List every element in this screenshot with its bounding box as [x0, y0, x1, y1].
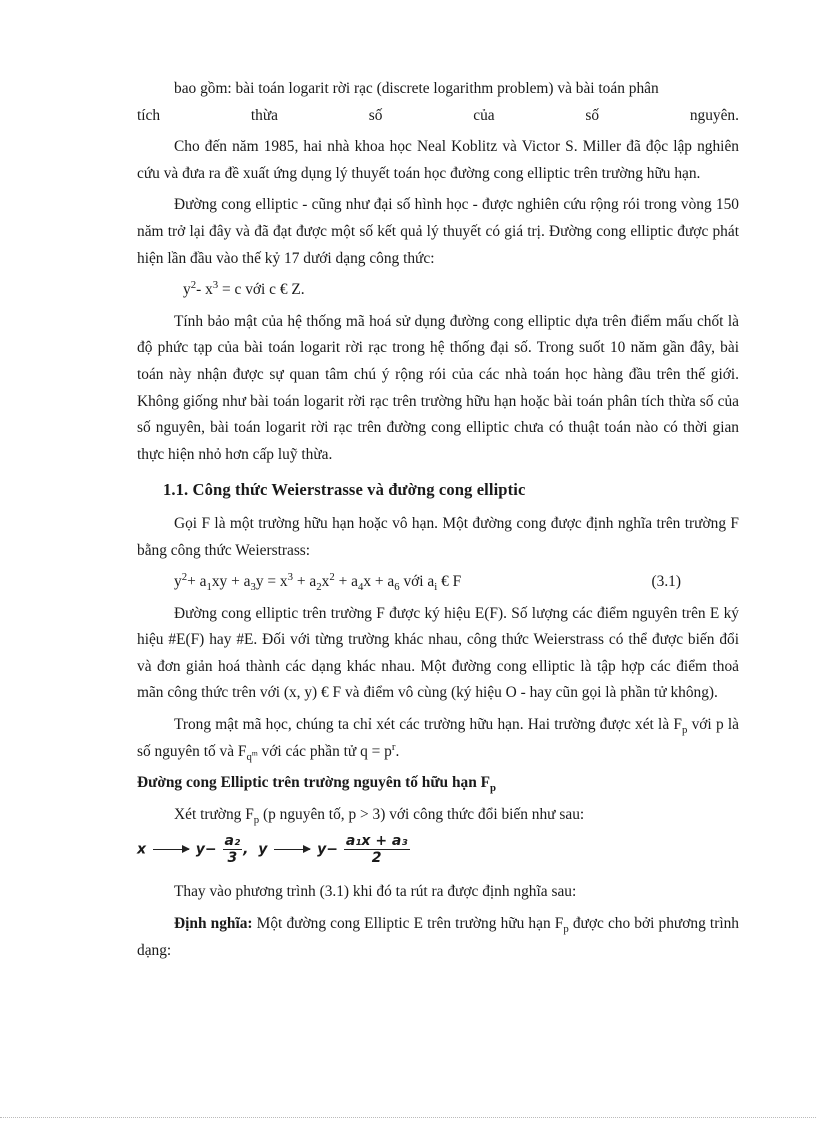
- subsection-heading: Đường cong Elliptic trên trường nguyên tố hữu hạn $F_p$: [137, 774, 497, 795]
- fraction-a2-over-3: $\frac{\text{a₂}}{3}$: [224, 833, 241, 867]
- word: của: [473, 106, 495, 124]
- arrow-right-icon: [274, 849, 310, 850]
- paragraph-2: Cho đến năm 1985, hai nhà khoa học Neal Koblitz và Victor S. Miller đã độc lập nghiên cứu và đưa ra đề xuất ứng dụng lý thuyết toán học đường cong elliptic trên trường hữu hạn.: [137, 138, 739, 182]
- paragraph-1-line-1: bao gồm: bài toán logarit rời rạc (discrete logarithm problem) và bài toán phân: [174, 80, 659, 97]
- paragraph-10: Định nghĩa: Một đường cong Elliptic E trên trường hữu hạn $F_p$ được cho bởi phương trình dạng:: [137, 915, 739, 959]
- word: thừa: [250, 106, 279, 124]
- word: tích: [137, 106, 161, 124]
- word: nguyên.: [689, 106, 739, 124]
- paragraph-5: Gọi F là một trường hữu hạn hoặc vô hạn. Một đường cong được định nghĩa trên trường F bằng công thức Weierstrass:: [137, 514, 739, 559]
- body-text: [137, 76, 739, 969]
- variable-transform: x y− $\frac{\text{a₂}}{3}$ , y y− $\frac{\text{a₁x + a₃}}{2}$: [137, 833, 408, 867]
- word: số: [368, 106, 383, 124]
- paragraph-3: Đường cong elliptic - cũng như đại số hình học - được nghiên cứu rộng rói trong vòng 150 năm trở lại đây và đã đạt được một số kết quả lý thuyết có giá trị. Đường cong elliptic được phát hiện lần đầu vào thế kỷ 17 dưới dạng công thức:: [137, 196, 739, 267]
- equation-3-1: [137, 569, 739, 596]
- paragraph-8: Xét trường $F_p$ (p nguyên tố, p > 3) với công thức đổi biến như sau:: [174, 805, 585, 826]
- word: số: [585, 106, 600, 124]
- page-bottom-rule: [0, 1117, 816, 1118]
- equation-number: (3.1): [651, 573, 681, 591]
- section-heading: 1.1. Công thức Weierstrasse và đường cong elliptic: [163, 480, 526, 500]
- paragraph-1-line-2: [137, 103, 739, 130]
- formula-cubic: $y^2-$ $x^3 = c$ với c € Z.: [183, 279, 305, 299]
- fraction-a1x-a3-over-2: $\frac{\text{a₁x + a₃}}{2}$: [345, 833, 408, 867]
- paragraph-4: Tính bảo mật của hệ thống mã hoá sử dụng đường cong elliptic dựa trên điểm mấu chốt là độ phức tạp của bài toán logarit rời rạc trong hệ thống đại số. Trong suốt 10 năm gần đây, bài toán này nhận được sự quan tâm chú ý rộng rói của các nhà toán học hàng đầu trên thế giới. Không giống như bài toán logarit rời rạc trên trường hữu hạn hoặc bài toán phân tích thừa số của số nguyên, bài toán logarit rời rạc trên đường cong elliptic chưa có thuật toán nào có thời gian thực hiện nhỏ hơn cấp luỹ thừa.: [137, 312, 739, 463]
- paragraph-9: Thay vào phương trình (3.1) khi đó ta rút ra được định nghĩa sau:: [174, 883, 577, 901]
- equation-body: $y^2+ a_1xy + a_3y = x^3 + a_2x^2 + a_4x + a_6$ với $a_i$ € F: [174, 570, 462, 594]
- paragraph-6: Đường cong elliptic trên trường F được ký hiệu E(F). Số lượng các điểm nguyên trên E ký hiệu #E(F) hay #E. Đối với từng trường khác nhau, công thức Weierstrass có thể được biến đổi và đơn giản hoá thành các dạng khác nhau. Một đường cong elliptic là tập hợp các điểm thoả mãn công thức trên với (x, y) € F và điểm vô cùng (ký hiệu O - hay cũn gọi là phần tử không).: [137, 604, 739, 702]
- paragraph-1: [137, 76, 739, 103]
- paragraph-7: Trong mật mã học, chúng ta chỉ xét các trường hữu hạn. Hai trường được xét là $F_p$ với p là số nguyên tố và $F_{q^m}$ với các phần tử $q = p^r$.: [137, 716, 739, 763]
- arrow-right-icon: [153, 849, 189, 850]
